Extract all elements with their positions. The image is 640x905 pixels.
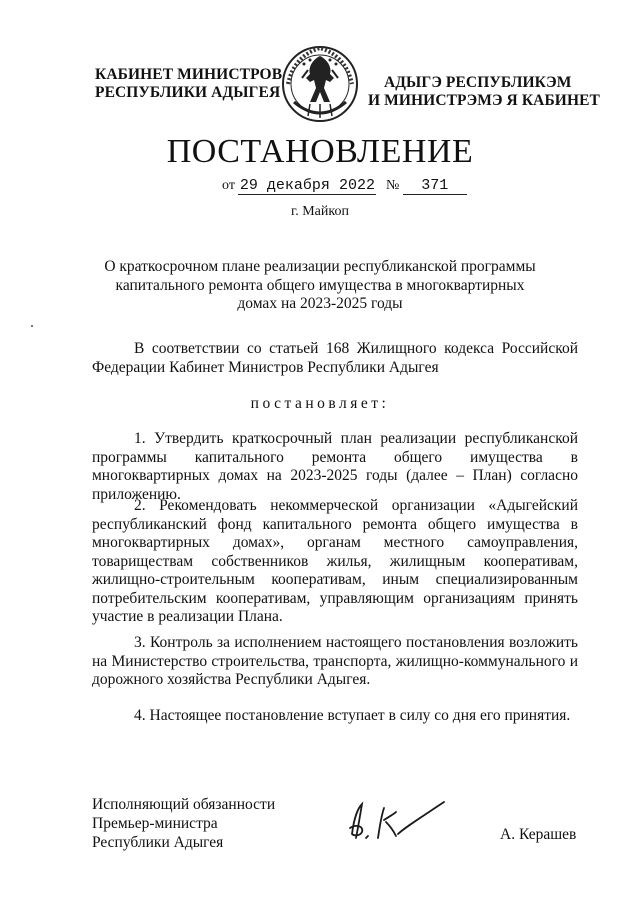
header-left: [95, 66, 282, 102]
item-2: 2. Рекомендовать некоммерческой организации «Адыгейский республиканский фонд капитального ремонта общего имущества в многоквартирных домах», органам местного самоуправления, товариществам собственников жилья, жилищным кооперативам, жилищно-строительным кооперативам, иным специализированным потребительским кооперативам, управляющим организациям принять участие в реализации Плана.: [92, 497, 578, 625]
handwritten-signature: [340, 798, 450, 846]
item-4: 4. Настоящее постановление вступает в силу со дня его принятия.: [134, 707, 571, 724]
document-title: ПОСТАНОВЛЕНИЕ: [166, 133, 474, 170]
margin-mark: [31, 325, 33, 327]
signature-position: [92, 795, 275, 852]
item-3: 3. Контроль за исполнением настоящего постановления возложить на Министерство строительства, транспорта, жилищно-коммунального и дорожного хозяйства Республики Адыгея.: [92, 634, 578, 688]
header-left-line1: КАБИНЕТ МИНИСТРОВ: [95, 66, 283, 83]
number-sign: №: [385, 178, 400, 193]
document-number: 371: [403, 177, 467, 195]
signatory-name: А. Керашев: [500, 826, 577, 843]
resolves-label: постановляет:: [250, 395, 390, 412]
coat-of-arms-emblem: [280, 44, 360, 124]
header-right-line2: И МИНИСТРЭМЭ Я КАБИНЕТ: [368, 92, 600, 109]
header-left-line2: РЕСПУБЛИКИ АДЫГЕЯ: [95, 84, 281, 101]
document-subject: О краткосрочном плане реализации республиканской программы капитального ремонта общего имущества в многоквартирных домах на 2023-2025 годы: [104, 258, 536, 312]
signature-position-line1: Исполняющий обязанности: [92, 796, 276, 813]
signature-position-line3: Республики Адыгея: [92, 834, 224, 851]
signature-position-line2: Премьер-министра: [92, 815, 218, 832]
date-prefix: от: [222, 178, 235, 193]
city: г. Майкоп: [291, 204, 349, 219]
header-right-line1: АДЫГЭ РЕСПУБЛИКЭМ: [384, 74, 572, 91]
preamble: В соответствии со статьей 168 Жилищного кодекса Российской Федерации Кабинет Министров Республики Адыгея: [92, 340, 578, 376]
date-value: 29 декабря 2022: [239, 177, 375, 194]
item-1: 1. Утвердить краткосрочный план реализации республиканской программы капитального ремонта общего имущества в многоквартирных домах на 2023-2025 годы (далее – План) согласно приложению.: [92, 430, 578, 503]
header-right: [368, 74, 600, 110]
date-line: [222, 177, 467, 195]
